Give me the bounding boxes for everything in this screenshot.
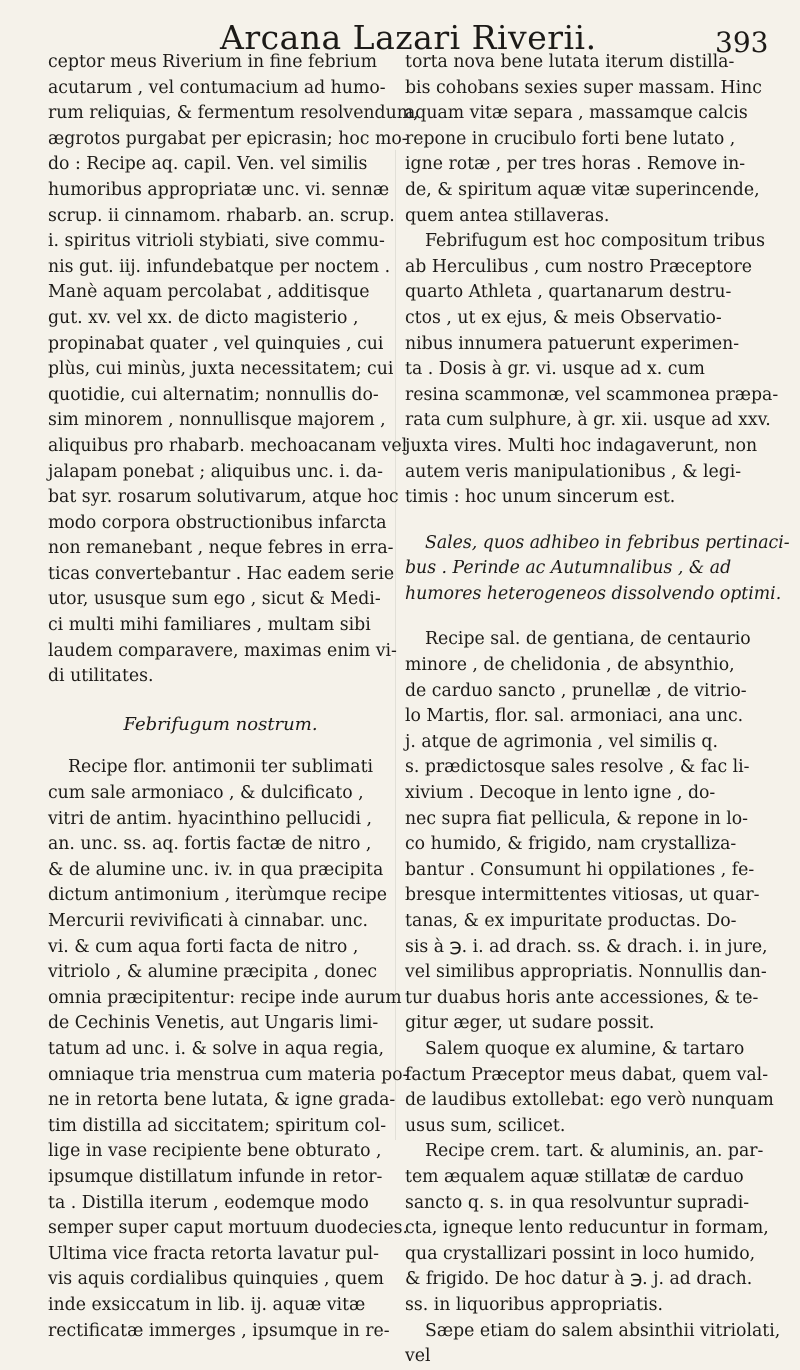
left-paragraph-2-line: lige in vase recipiente bene obturato , [48,1141,382,1162]
left-paragraph-2-line: vitriolo , & alumine præcipita , donec [48,962,378,983]
left-paragraph-2-line: ta . Distilla iterum , eodemque modo [48,1192,369,1213]
left-paragraph-1-line: humoribus appropriatæ unc. vi. sennæ [48,179,390,200]
left-paragraph-2-line: rectificatæ immerges , ipsumque in re- [48,1320,390,1341]
left-paragraph-2-line: vi. & cum aqua forti facta de nitro , [48,936,359,957]
right-paragraph-1-line: torta nova bene lutata iterum distilla- [405,52,735,72]
sales-heading-line: humores heterogeneos dissolvendo optimi. [405,583,782,604]
left-paragraph-2-line: vitri de antim. hyacinthino pellucidi , [48,808,372,829]
left-paragraph-1-line: laudem comparavere, maximas enim vi- [48,640,397,661]
left-paragraph-1-line: ægrotos purgabat per epicrasin; hoc mo- [48,128,408,149]
right-paragraph-1 [405,50,779,511]
right-paragraph-1-line: Febrifugum est hoc compositum tribus [425,231,766,252]
left-paragraph-1-line: ticas convertebantur . Hac eadem serie [48,563,395,584]
right-paragraph-1-line: nibus innumera patuerunt experimen- [405,333,740,354]
right-paragraph-2 [405,627,781,1369]
left-paragraph-2-line: de Cechinis Venetis, aut Ungaris limi- [48,1013,379,1034]
right-paragraph-1-line: de, & spiritum aquæ vitæ superincende, [405,179,760,200]
right-paragraph-1-line: bis cohobans sexies super massam. Hinc [405,77,762,98]
right-paragraph-2-line: j. atque de agrimonia , vel similis q. [405,731,718,752]
right-paragraph-1-line: quarto Athleta , quartanarum destru- [405,282,732,303]
left-paragraph-2-line: semper super caput mortuum duodecies. [48,1218,408,1239]
left-paragraph-1-line: quotidie, cui alternatim; nonnullis do- [48,384,379,405]
left-paragraph-2 [48,755,409,1344]
left-paragraph-1-line: jalapam ponebat ; aliquibus unc. i. da- [48,461,383,482]
right-paragraph-1-line: ab Herculibus , cum nostro Præceptore [405,256,752,277]
right-paragraph-1-line: igne rotæ , per tres horas . Remove in- [405,154,746,175]
left-paragraph-1-line: ci multi mihi familiares , multam sibi [48,615,371,636]
left-paragraph-1-line: acutarum , vel contumacium ad humo- [48,77,386,98]
right-paragraph-1-line: ta . Dosis à gr. vi. usque ad x. cum [405,359,705,380]
right-paragraph-2-line: vel similibus appropriatis. Nonnullis dan- [405,962,767,983]
left-paragraph-1-line: bat syr. rosarum solutivarum, atque hoc [48,487,399,508]
left-paragraph-1 [48,50,419,690]
sales-heading-line: Sales, quos adhibeo in febribus pertinaci- [425,532,790,553]
left-paragraph-1-line: i. spiritus vitrioli stybiati, sive commu- [48,231,385,252]
right-paragraph-2-line: xivium . Decoque in lento igne , do- [405,783,716,804]
right-paragraph-1-line: aquam vitæ separa , massamque calcis [405,103,748,124]
right-paragraph-2-line: co humido, & frigido, nam crystalliza- [405,834,737,855]
left-paragraph-2-line: omnia præcipitentur: recipe inde aurum [48,987,402,1008]
left-column [48,50,419,1344]
right-paragraph-2-line: de carduo sancto , prunellæ , de vitrio- [405,680,747,701]
right-paragraph-2-line: tem æqualem aquæ stillatæ de carduo [405,1166,744,1187]
left-paragraph-1-line: nis gut. iij. infundebatque per noctem . [48,256,391,277]
left-paragraph-2-line: dictum antimonium , iterùmque recipe [48,885,387,906]
right-paragraph-2-line: sancto q. s. in qua resolvuntur supradi- [405,1192,750,1213]
sales-heading-line: bus . Perinde ac Autumnalibus , & ad [405,558,732,579]
running-title: Arcana Lazari Riverii. [220,18,597,57]
right-paragraph-2-line: tur duabus horis ante accessiones, & te- [405,987,759,1008]
left-paragraph-2-line: Ultima vice fracta retorta lavatur pul- [48,1243,379,1264]
right-paragraph-2-line: factum Præceptor meus dabat, quem val- [405,1064,769,1085]
right-paragraph-1-line: timis : hoc unum sincerum est. [405,487,676,508]
left-paragraph-1-line: aliquibus pro rhabarb. mechoacanam vel [48,435,408,456]
left-paragraph-2-line: Recipe flor. antimonii ter sublimati [68,757,374,778]
left-paragraph-2-line: cum sale armoniaco , & dulcificato , [48,783,364,804]
right-paragraph-2-line: & frigido. De hoc datur à ℈. j. ad drach. [405,1269,753,1290]
right-column [405,50,790,1370]
right-paragraph-1-line: resina scammonæ, vel scammonea præpa- [405,384,779,405]
left-paragraph-1-line: scrup. ii cinnamom. rhabarb. an. scrup. [48,205,395,226]
right-paragraph-1-line: juxta vires. Multi hoc indagaverunt, non [405,435,758,456]
left-paragraph-1-line: Manè aquam percolabat , additisque [48,282,370,303]
right-paragraph-1-line: ctos , ut ex ejus, & meis Observatio- [405,307,722,328]
right-paragraph-2-line: bantur . Consumunt hi oppilationes , fe- [405,859,755,880]
left-paragraph-2-line: tatum ad unc. i. & solve in aqua regia, [48,1038,384,1059]
right-paragraph-1-line: autem veris manipulationibus , & legi- [405,461,742,482]
right-paragraph-2-line: minore , de chelidonia , de absynthio, [405,655,735,676]
left-paragraph-1-line: ceptor meus Riverium in fine febrium [48,52,378,72]
right-paragraph-2-line: qua crystallizari possint in loco humido, [405,1243,756,1264]
left-paragraph-2-line: vis aquis cordialibus quinquies , quem [48,1269,384,1290]
right-paragraph-2-line: de laudibus extollebat: ego verò nunquam [405,1090,774,1111]
right-paragraph-2-line: vel [405,1346,431,1367]
right-paragraph-1-line: rata cum sulphure, à gr. xii. usque ad xxv. [405,410,771,431]
right-paragraph-2-line: nec supra fiat pellicula, & repone in lo- [405,808,749,829]
right-paragraph-2-line: Sæpe etiam do salem absinthii vitriolati, [425,1320,781,1341]
left-paragraph-2-line: Mercurii revivificati à cinnabar. unc. [48,911,369,931]
left-paragraph-2-line: an. unc. ss. aq. fortis factæ de nitro , [48,834,372,855]
left-paragraph-2-line: ne in retorta bene lutata, & igne grada- [48,1090,396,1111]
left-paragraph-1-line: di utilitates. [48,666,154,687]
right-paragraph-2-line: usus sum, scilicet. [405,1115,566,1136]
left-paragraph-1-line: plùs, cui minùs, juxta necessitatem; cui [48,359,394,380]
left-paragraph-2-line: inde exsiccatum in lib. ij. aquæ vitæ [48,1294,366,1315]
left-paragraph-1-line: gut. xv. vel xx. de dicto magisterio , [48,307,359,328]
right-paragraph-2-line: cta, igneque lento reducuntur in formam, [405,1218,769,1239]
right-paragraph-2-line: gitur æger, ut sudare possit. [405,1013,655,1034]
section-heading-sales [405,531,790,608]
right-paragraph-2-line: Salem quoque ex alumine, & tartaro [425,1038,745,1059]
right-paragraph-2-line: Recipe sal. de gentiana, de centaurio [425,629,751,650]
left-paragraph-1-line: do : Recipe aq. capil. Ven. vel similis [48,154,368,175]
left-paragraph-1-line: non remanebant , neque febres in erra- [48,538,394,559]
left-paragraph-1-line: rum reliquias, & fermentum resolvendum, [48,103,419,124]
right-paragraph-2-line: s. prædictosque sales resolve , & fac li- [405,757,750,778]
section-heading-febrifugum: Febrifugum nostrum. [123,713,318,735]
left-paragraph-1-line: propinabat quater , vel quinquies , cui [48,333,384,354]
right-paragraph-2-line: lo Martis, flor. sal. armoniaci, ana unc. [405,706,744,727]
right-paragraph-2-line: tanas, & ex impuritate productas. Do- [405,911,737,931]
page-number: 393 [715,26,769,59]
left-paragraph-1-line: sim minorem , nonnullisque majorem , [48,410,386,431]
left-paragraph-2-line: omniaque tria menstrua cum materia po- [48,1064,409,1085]
left-paragraph-1-line: modo corpora obstructionibus infarcta [48,512,387,533]
right-paragraph-2-line: sis à ℈. i. ad drach. ss. & drach. i. in jure, [405,936,768,957]
right-paragraph-2-line: bresque intermittentes vitiosas, ut quar- [405,885,760,906]
right-paragraph-2-line: Recipe crem. tart. & aluminis, an. par- [425,1141,764,1162]
left-paragraph-2-line: & de alumine unc. iv. in qua præcipita [48,859,384,880]
right-paragraph-2-line: ss. in liquoribus appropriatis. [405,1294,663,1315]
left-paragraph-2-line: tim distilla ad siccitatem; spiritum col- [48,1115,387,1136]
left-paragraph-1-line: utor, ususque sum ego , sicut & Medi- [48,589,381,610]
right-paragraph-1-line: repone in crucibulo forti bene lutato , [405,128,736,149]
right-paragraph-1-line: quem antea stillaveras. [405,205,610,226]
left-paragraph-2-line: ipsumque distillatum infunde in retor- [48,1166,383,1187]
